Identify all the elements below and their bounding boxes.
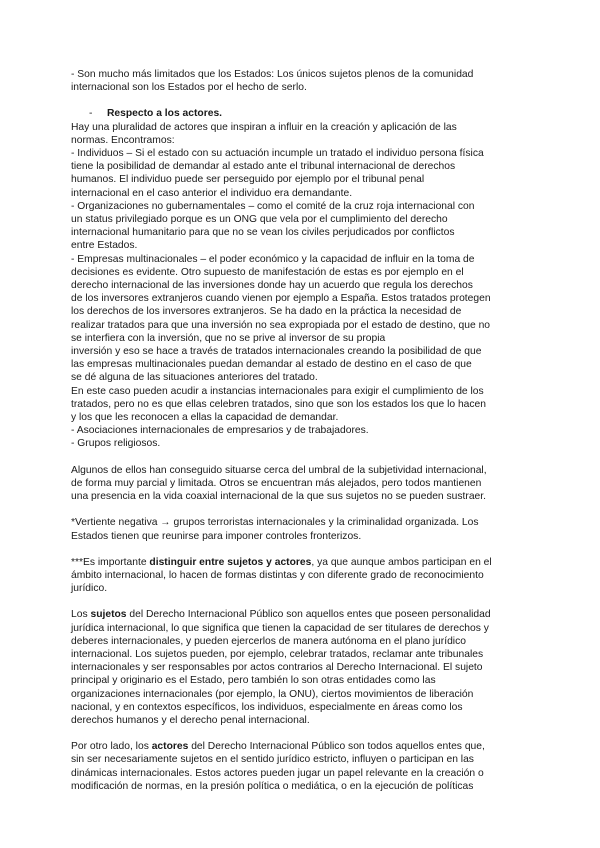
text-line: nacional, y en contextos específicos, los individuos, especialmente en áreas como los: [71, 701, 463, 713]
actores-emphasis: actores: [151, 741, 189, 753]
text-line: normas. Encontramos:: [71, 134, 175, 146]
text-line: internacionales y ser responsables por actos contrarios al Derecho Internacional. El sujeto: [71, 662, 483, 674]
important-paragraph: [71, 556, 534, 596]
actores-prefix: Por otro lado, los: [71, 741, 152, 753]
actors-list-block: [71, 121, 534, 451]
text-line: realizar tratados para que una inversión no sea expropiada por el estado de destino, que no: [71, 319, 491, 331]
text-line: - Empresas multinacionales – el poder económico y la capacidad de influir en la toma de: [71, 253, 475, 265]
section-heading-text: Respecto a los actores.: [107, 108, 223, 120]
text-line: [71, 608, 534, 621]
sujetos-paragraph: [71, 608, 534, 727]
text-line: internacional en el caso anterior el individuo era demandante.: [71, 187, 353, 199]
text-line: ámbito internacional, lo hacen de formas distintas y con diferente grado de reconocimiento: [71, 569, 484, 581]
text-line: En este caso pueden acudir a instancias internacionales para exigir el cumplimiento de los: [71, 385, 484, 397]
text-line: modificación de normas, en la presión política o mediática, o en la ejecución de políticas: [71, 780, 474, 792]
spacer: [71, 727, 534, 740]
text-line: internacional. Los sujetos pueden, por ejemplo, celebrar tratados, reclamar ante tribunales: [71, 648, 484, 660]
text-line: una presencia en la vida coaxial internacional de la que sus sujetos no se pueden sustraer.: [71, 491, 487, 503]
text-line: derechos humanos y el derecho penal internacional.: [71, 714, 310, 726]
text-line: *Vertiente negativa → grupos terroristas internacionales y la criminalidad organizada. Los: [71, 517, 479, 529]
text-line: tiene la posibilidad de demandar al estado ante el tribunal internacional de derechos: [71, 161, 456, 173]
heading-bullet: -: [89, 108, 93, 120]
text-line: jurídico.: [71, 583, 108, 595]
actores-paragraph: [71, 740, 534, 793]
text-line: sin ser necesariamente sujetos en el sentido jurídico estricto, influyen o participan en las: [71, 754, 474, 766]
text-line: dinámicas internacionales. Estos actores pueden jugar un papel relevante en la creación o: [71, 767, 484, 779]
text-line: y los que les reconocen a ellas la capacidad de demandar.: [71, 412, 339, 424]
actores-suffix: del Derecho Internacional Público son todos aquellos entes que,: [188, 741, 485, 753]
text-line: entre Estados.: [71, 240, 138, 252]
text-line: jurídica internacional, lo que significa que tienen la capacidad de ser titulares de derechos y: [71, 622, 489, 634]
text-line: [71, 556, 534, 569]
text-line: - Individuos – Si el estado con su actuación incumple un tratado el individuo persona física: [71, 148, 484, 160]
intro-paragraph: - Son mucho más limitados que los Estados: Los únicos sujetos plenos de la comunidad internacional son los Estados por el hecho de serlo.: [71, 69, 474, 94]
text-line: - Asociaciones internacionales de empresarios y de trabajadores.: [71, 425, 369, 437]
sujetos-suffix: del Derecho Internacional Público son aquellos entes que poseen personalidad: [126, 609, 491, 621]
sujetos-prefix: Los: [71, 609, 91, 621]
text-line: deberes internacionales, y pueden ejercerlos de manera autónoma en el plano jurídico: [71, 635, 466, 647]
text-line: Algunos de ellos han conseguido situarse cerca del umbral de la subjetividad internacional,: [71, 464, 487, 476]
text-line: los derechos de los inversores extranjeros. Se ha dado en la práctica la necesidad de: [71, 306, 462, 318]
spacer: [71, 595, 534, 608]
text-line: las empresas multinacionales puedan demandar al estado de destino en el caso de que: [71, 359, 472, 371]
spacer: [71, 451, 534, 464]
text-line: se interfiera con la inversión, que no se prive al inversor de su propia: [71, 332, 386, 344]
text-line: derecho internacional de las inversiones donde hay un acuerdo que regula los derechos: [71, 280, 473, 292]
text-line: Hay una pluralidad de actores que inspiran a influir en la creación y aplicación de las: [71, 121, 457, 133]
important-emphasis: distinguir entre sujetos y actores: [149, 556, 312, 568]
vertiente-paragraph: [71, 516, 534, 542]
text-line: un status privilegiado porque es un ONG que vela por el cumplimiento del derecho: [71, 214, 448, 226]
text-line: tratados, pero no es que ellas celebren tratados, sino que son los estados los que lo hacen: [71, 398, 487, 410]
text-line: [71, 740, 534, 753]
sujetos-emphasis: sujetos: [90, 609, 127, 621]
text-line: de los inversores extranjeros cuando vienen por ejemplo a España. Estos tratados protegen: [71, 293, 491, 305]
text-line: - Grupos religiosos.: [71, 438, 161, 450]
spacer: [71, 503, 534, 516]
text-line: organizaciones internacionales (por ejemplo, la ONU), ciertos movimientos de liberación: [71, 688, 474, 700]
spacer: [71, 94, 534, 107]
text-line: se dé alguna de las situaciones anteriores del tratado.: [71, 372, 318, 384]
important-suffix: , ya que aunque ambos participan en el: [311, 556, 492, 568]
text-line: decisiones es evidente. Otro supuesto de manifestación de estas es por ejemplo en el: [71, 266, 464, 278]
text-line: - Organizaciones no gubernamentales – como el comité de la cruz roja internacional con: [71, 200, 475, 212]
text-line: inversión y eso se hace a través de tratados internacionales creando la posibilidad de que: [71, 346, 482, 358]
text-line: humanos. El individuo puede ser perseguido por ejemplo por el tribunal penal: [71, 174, 425, 186]
text-line: Estados tienen que reunirse para imponer controles fronterizos.: [71, 530, 362, 542]
umbral-paragraph: [71, 464, 534, 504]
important-prefix: ***Es importante: [71, 556, 150, 568]
section-heading: [89, 107, 534, 120]
text-line: internacional humanitario para que no se vean los civiles perjudicados por conflictos: [71, 227, 455, 239]
text-line: principal y originario es el Estado, pero también lo son otras entidades como las: [71, 675, 436, 687]
spacer: [71, 543, 534, 556]
text-line: de forma muy parcial y limitada. Otros se encuentran más alejados, pero todos mantienen: [71, 477, 482, 489]
